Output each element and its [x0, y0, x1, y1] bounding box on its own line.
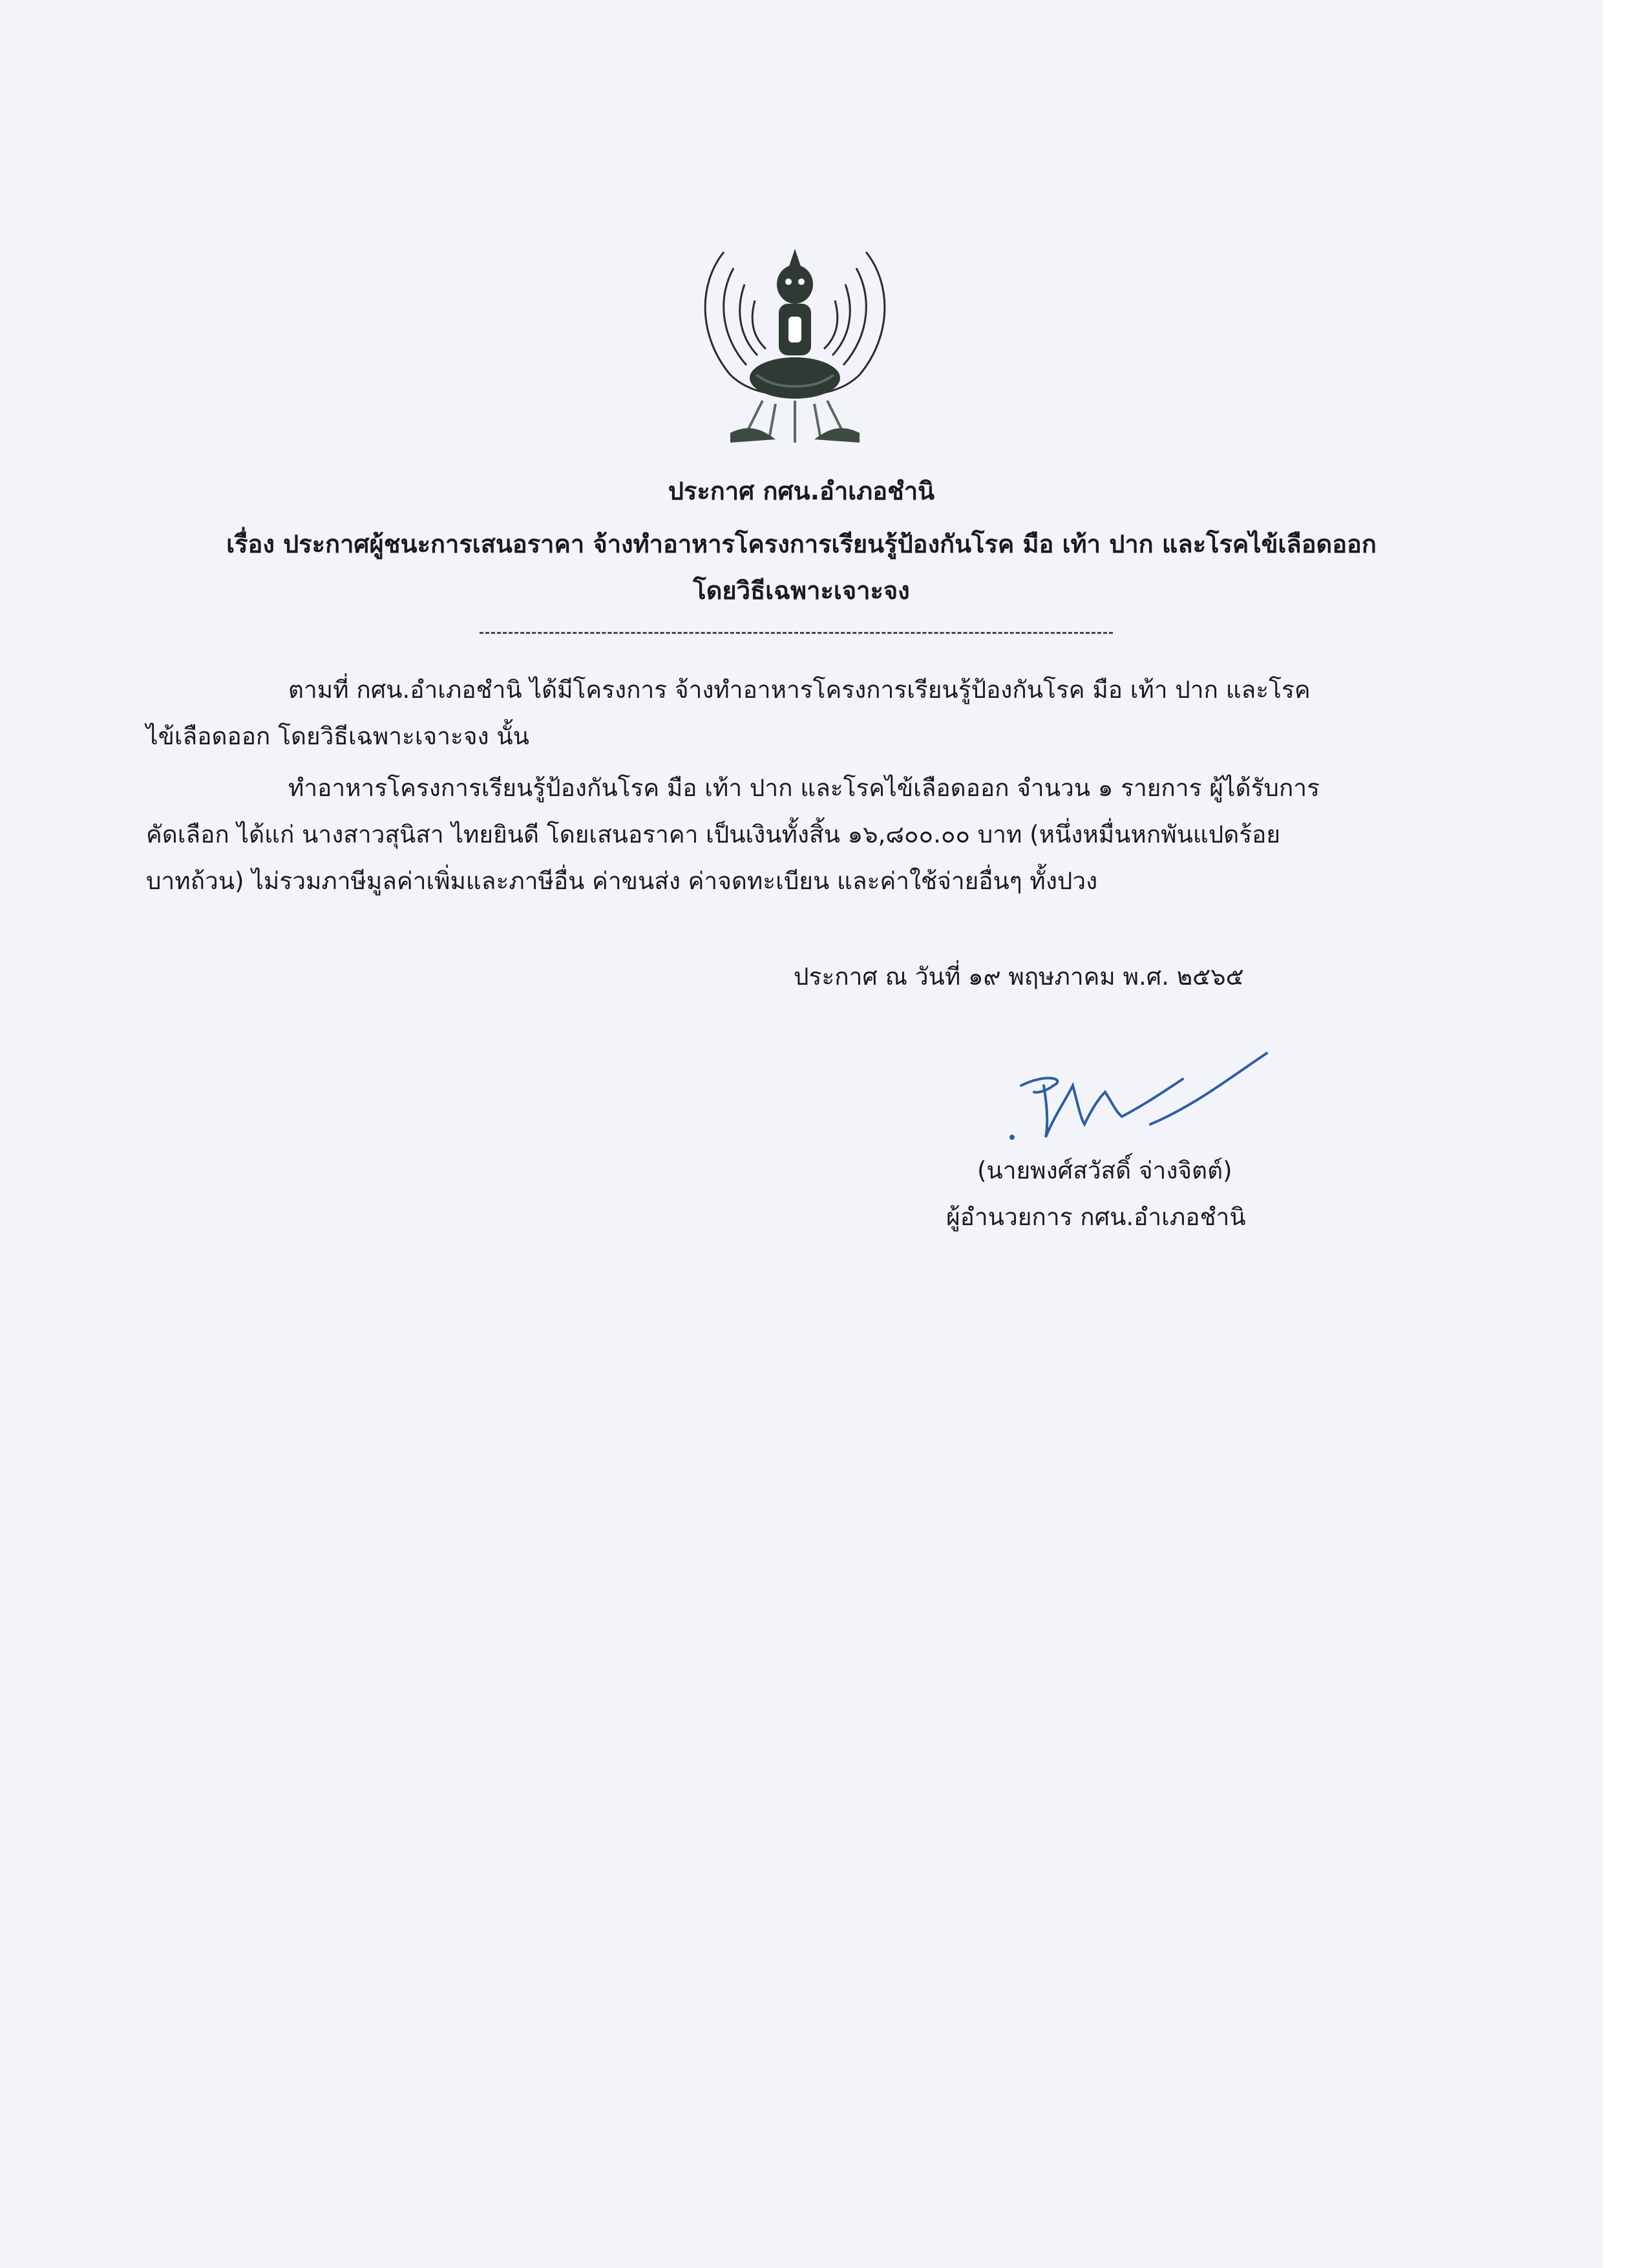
- body-paragraph-2-line-2: คัดเลือก ได้แก่ นางสาวสุนิสา ไทยยินดี โดยเสนอราคา เป็นเงินทั้งสิ้น ๑๖,๘๐๐.๐๐ บาท (หนึ่งหมื่นหกพันแปดร้อย: [146, 821, 1281, 848]
- body-paragraph-1-line-2: ไข้เลือดออก โดยวิธีเฉพาะเจาะจง นั้น: [146, 722, 529, 750]
- announcement-title: ประกาศ กศน.อำเภอชำนิ: [668, 477, 935, 505]
- handwritten-signature: [1008, 1047, 1280, 1150]
- garuda-emblem-icon: [685, 239, 905, 452]
- signer-name: (นายพงศ์สวัสดิ์ จ่างจิตต์): [977, 1157, 1232, 1184]
- announcement-subject: เรื่อง ประกาศผู้ชนะการเสนอราคา จ้างทำอาหารโครงการเรียนรู้ป้องกันโรค มือ เท้า ปาก และโรคไข้เลือดออก: [226, 530, 1377, 558]
- body-paragraph-1-line-1: ตามที่ กศน.อำเภอชำนิ ได้มีโครงการ จ้างทำอาหารโครงการเรียนรู้ป้องกันโรค มือ เท้า ปาก และโรค: [288, 676, 1311, 704]
- signer-title: ผู้อำนวยการ กศน.อำเภอชำนิ: [946, 1203, 1246, 1231]
- scan-edge: [1603, 0, 1648, 2268]
- announcement-date: ประกาศ ณ วันที่ ๑๙ พฤษภาคม พ.ศ. ๒๕๖๕: [794, 963, 1244, 991]
- divider-rule: [480, 632, 1113, 634]
- body-paragraph-2-line-1: ทำอาหารโครงการเรียนรู้ป้องกันโรค มือ เท้า ปาก และโรคไข้เลือดออก จำนวน ๑ รายการ ผู้ได้รับการ: [288, 774, 1320, 802]
- body-paragraph-2-line-3: บาทถ้วน) ไม่รวมภาษีมูลค่าเพิ่มและภาษีอื่น ค่าขนส่ง ค่าจดทะเบียน และค่าใช้จ่ายอื่นๆ ทั้งปวง: [146, 867, 1098, 895]
- announcement-method: โดยวิธีเฉพาะเจาะจง: [693, 576, 910, 605]
